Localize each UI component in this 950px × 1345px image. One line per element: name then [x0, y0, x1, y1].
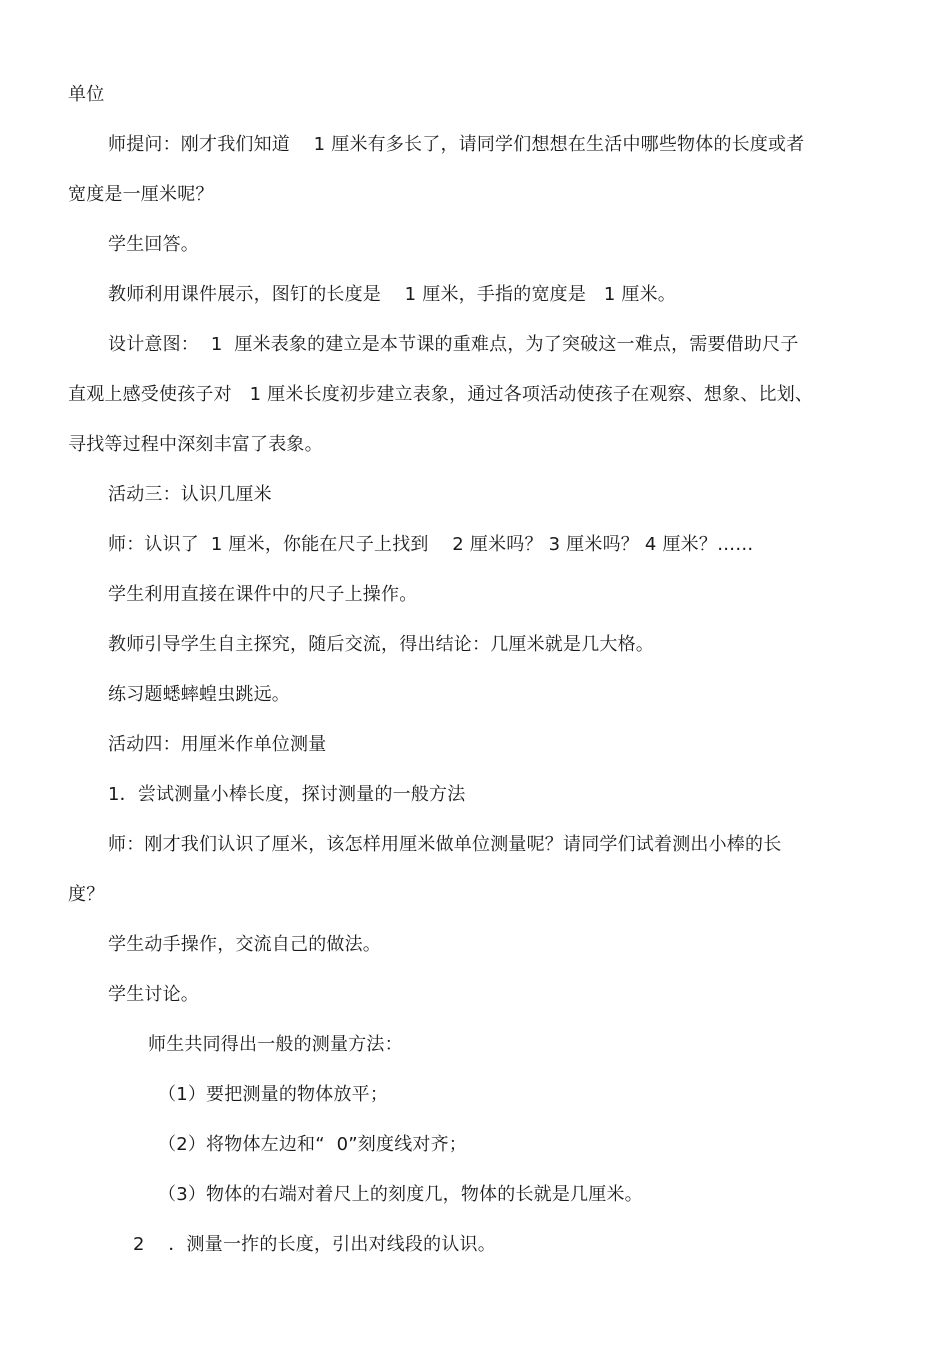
text-line: 练习题蟋蟀蝗虫跳远。: [108, 684, 290, 705]
section-heading: 活动四：用厘米作单位测量: [108, 734, 327, 755]
text-line: 学生利用直接在课件中的尺子上操作。: [108, 584, 418, 605]
numbered-item: 2 ．测量一拃的长度，引出对线段的认识。: [133, 1234, 496, 1255]
text-line: 师提问：刚才我们知道 1 厘米有多长了，请同学们想想在生活中哪些物体的长度或者: [108, 134, 805, 155]
numbered-item: 1．尝试测量小棒长度，探讨测量的一般方法: [108, 784, 466, 805]
text-line: 师生共同得出一般的测量方法：: [148, 1034, 403, 1055]
text-line: 度？: [68, 884, 105, 905]
text-line: 教师利用课件展示，图钉的长度是 1 厘米，手指的宽度是 1 厘米。: [108, 284, 676, 305]
text-line: 单位: [68, 84, 105, 105]
text-line: 学生动手操作，交流自己的做法。: [108, 934, 381, 955]
text-line: 师：认识了 1 厘米，你能在尺子上找到 2 厘米吗？ 3 厘米吗？ 4 厘米？……: [108, 534, 754, 555]
text-line: 师：刚才我们认识了厘米，该怎样用厘米做单位测量呢？请同学们试着测出小棒的长: [108, 834, 782, 855]
list-item: （3）物体的右端对着尺上的刻度几，物体的长就是几厘米。: [158, 1184, 643, 1205]
text-line: 教师引导学生自主探究，随后交流，得出结论：几厘米就是几大格。: [108, 634, 654, 655]
text-line: 学生回答。: [108, 234, 199, 255]
text-line: 学生讨论。: [108, 984, 199, 1005]
text-line: 设计意图： 1 厘米表象的建立是本节课的重难点，为了突破这一难点，需要借助尺子: [108, 334, 799, 355]
text-line: 宽度是一厘米呢？: [68, 184, 214, 205]
section-heading: 活动三：认识几厘米: [108, 484, 272, 505]
text-line: 直观上感受使孩子对 1 厘米长度初步建立表象，通过各项活动使孩子在观察、想象、比划、: [68, 384, 814, 405]
list-item: （2）将物体左边和“ 0”刻度线对齐；: [158, 1134, 467, 1155]
text-line: 寻找等过程中深刻丰富了表象。: [68, 434, 323, 455]
list-item: （1）要把测量的物体放平；: [158, 1084, 389, 1105]
